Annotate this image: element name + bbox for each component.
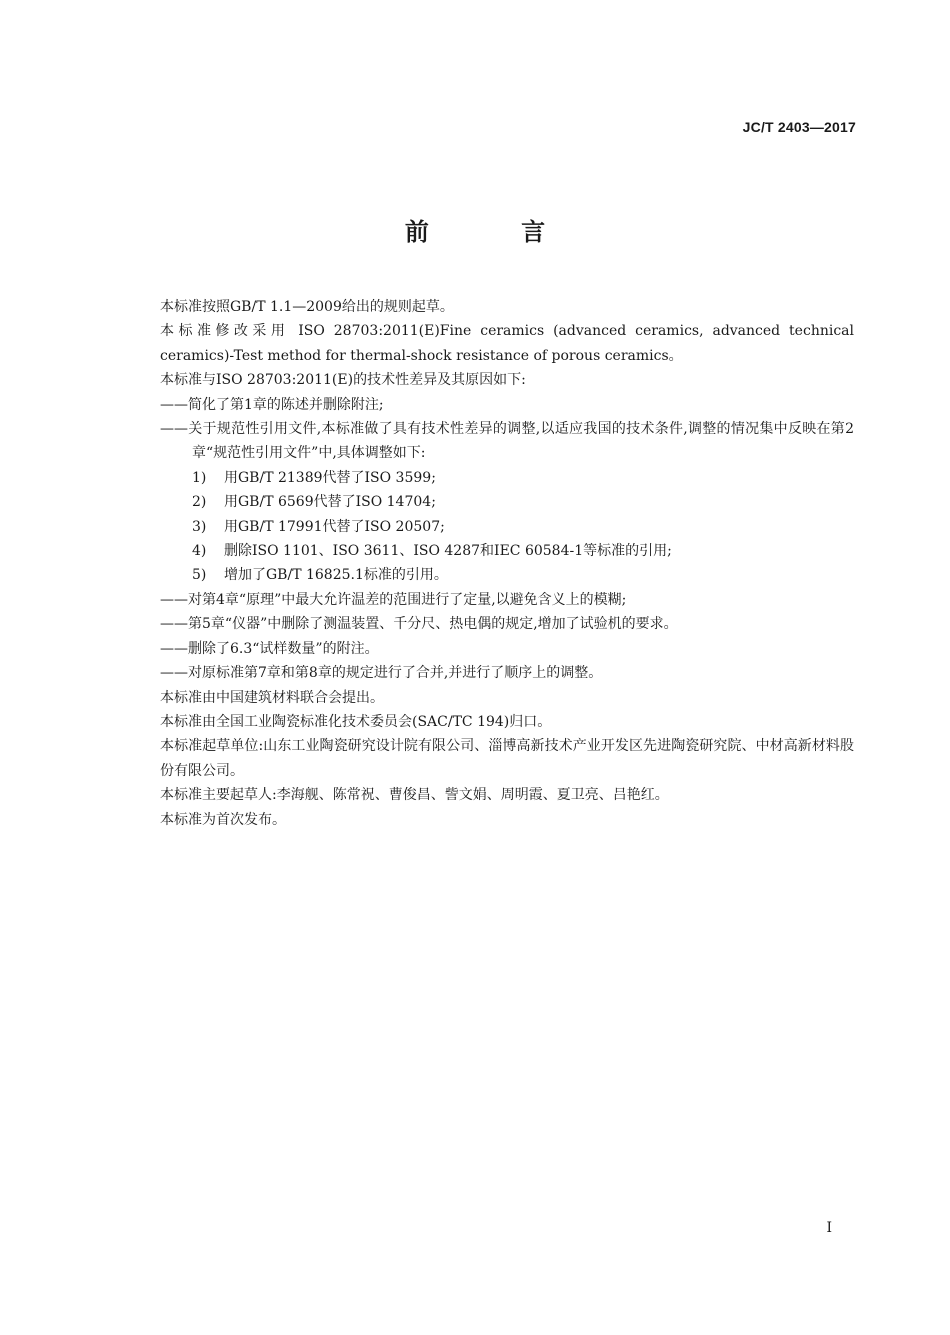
adjustment-item: [128, 515, 854, 539]
difference-item: ——关于规范性引用文件,本标准做了具有技术性差异的调整,以适应我国的技术条件,调整的情况集中反映在第2章“规范性引用文件”中,具体调整如下:: [160, 421, 854, 462]
item-text: 增加了GB/T 16825.1标准的引用。: [224, 567, 448, 584]
paragraph-first-release: 本标准为首次发布。: [160, 811, 286, 828]
standard-number: JC/T 2403—2017: [742, 119, 856, 135]
paragraph-drafting-rules: 本标准按照GB/T 1.1—2009给出的规则起草。: [160, 299, 454, 315]
paragraph-drafters: 本标准主要起草人:李海舰、陈常祝、曹俊昌、訾文娟、周明霞、夏卫亮、吕艳红。: [160, 787, 669, 804]
page-title: 前 言: [404, 218, 588, 246]
item-number: 4): [192, 543, 207, 560]
adjustment-item: [128, 466, 854, 490]
difference-item: ——对原标准第7章和第8章的规定进行了合并,并进行了顺序上的调整。: [160, 665, 603, 682]
item-text: 用GB/T 6569代替了ISO 14704;: [224, 494, 436, 511]
paragraph-drafting-units: 本标准起草单位:山东工业陶瓷研究设计院有限公司、淄博高新技术产业开发区先进陶瓷研究院、中材高新材料股份有限公司。: [160, 738, 854, 779]
paragraph-committee: 本标准由全国工业陶瓷标准化技术委员会(SAC/TC 194)归口。: [160, 713, 552, 730]
paragraph-differences-intro: 本标准与ISO 28703:2011(E)的技术性差异及其原因如下:: [160, 372, 526, 389]
difference-item: ——第5章“仪器”中删除了测温装置、千分尺、热电偶的规定,增加了试验机的要求。: [160, 616, 678, 633]
item-text: 用GB/T 21389代替了ISO 3599;: [224, 469, 436, 486]
paragraph-proposer: 本标准由中国建筑材料联合会提出。: [160, 689, 384, 706]
difference-item: ——对第4章“原理”中最大允许温差的范围进行了定量,以避免含义上的模糊;: [160, 591, 627, 608]
adjustment-item: [128, 490, 854, 514]
item-number: 3): [192, 518, 207, 535]
item-text: 用GB/T 17991代替了ISO 20507;: [224, 518, 445, 535]
item-number: 1): [192, 469, 207, 486]
item-number: 5): [192, 567, 207, 584]
difference-item: ——简化了第1章的陈述并删除附注;: [160, 396, 384, 413]
paragraph-adoption: 本标准修改采用 ISO 28703:2011(E)Fine ceramics (advanced ceramics, advanced technical ceramics)-Test method for thermal-shock resistance of porous ceramics。: [160, 323, 854, 364]
foreword-body: [128, 295, 854, 832]
difference-item: ——删除了6.3“试样数量”的附注。: [160, 640, 379, 657]
page-number: I: [826, 1220, 832, 1236]
item-number: 2): [192, 494, 207, 511]
adjustment-item: [128, 563, 854, 587]
item-text: 删除ISO 1101、ISO 3611、ISO 4287和IEC 60584-1等标准的引用;: [224, 543, 672, 560]
adjustment-item: [128, 539, 854, 563]
